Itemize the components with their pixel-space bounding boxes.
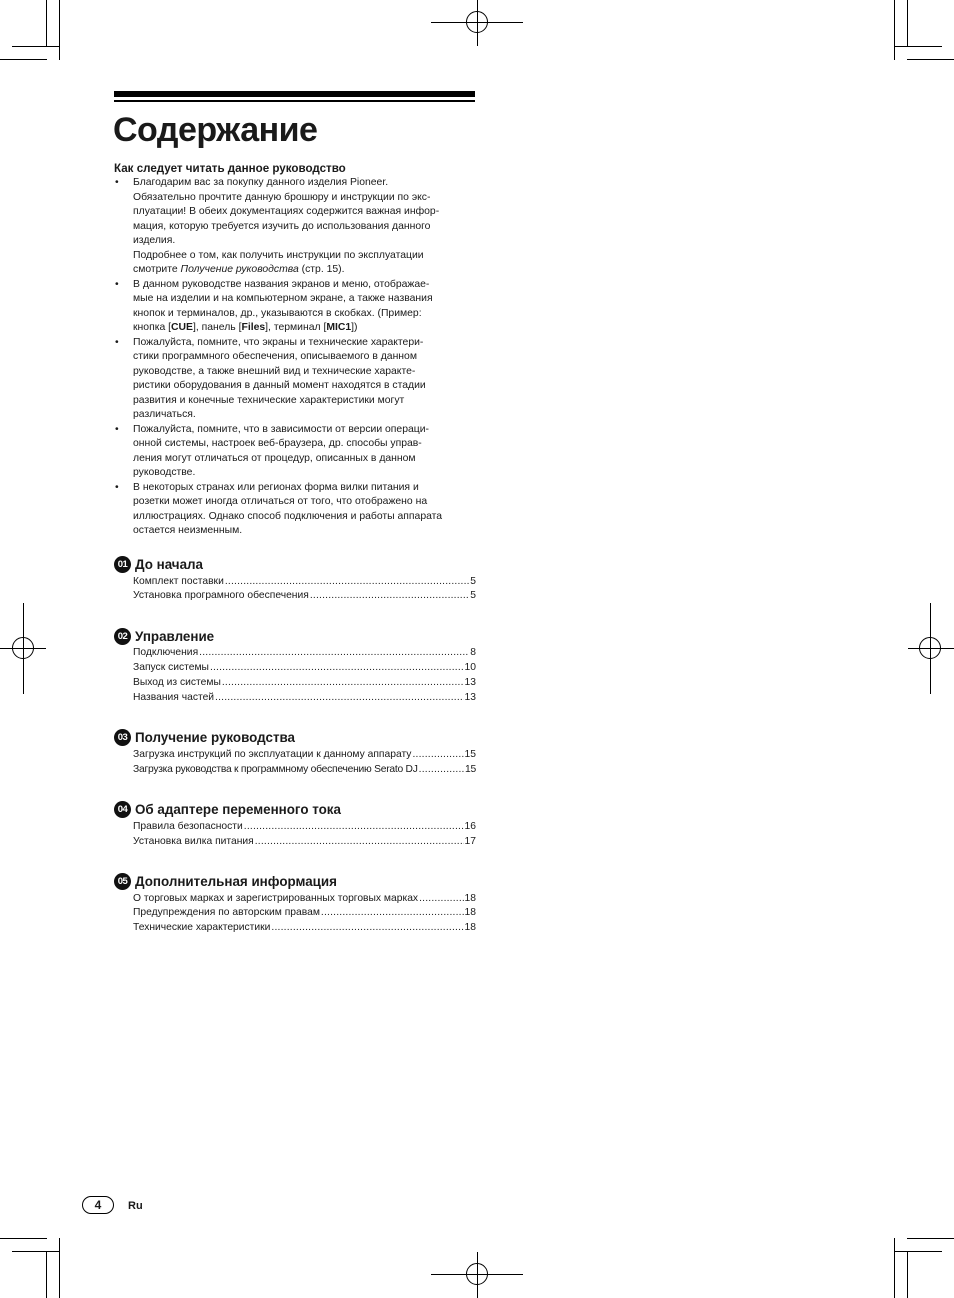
toc-section-title: Получение руководства: [135, 730, 295, 746]
section-number-badge: 03: [114, 729, 131, 746]
toc-section-title: Дополнительная информация: [135, 874, 337, 890]
text-run: ], панель [: [192, 322, 242, 333]
toc-entry[interactable]: [114, 906, 476, 921]
text-run: смотрите: [133, 264, 181, 275]
toc-leader-dots: [199, 646, 469, 661]
bullet-item: [114, 176, 476, 278]
bullet-line: мация, которую требуется изучить до использования данного: [133, 220, 431, 232]
button-name-cue: CUE: [171, 322, 193, 333]
bullet-line: • Пожалуйста, помните, что экраны и технические характери-: [133, 336, 424, 348]
bullet-line: • Благодарим вас за покупку данного изделия Pioneer.: [133, 177, 389, 188]
cross-reference-link[interactable]: Получение руководства: [180, 264, 299, 275]
section-number-badge: 02: [114, 628, 131, 645]
toc-entry-label: Выход из системы: [133, 677, 221, 689]
toc-section-heading[interactable]: [114, 800, 476, 820]
bullet-line: различаться.: [133, 409, 196, 420]
toc-section-heading[interactable]: [114, 555, 476, 575]
toc-section-03: [114, 728, 476, 778]
toc-entry-page: 16: [464, 820, 476, 832]
toc-leader-dots: [419, 763, 464, 778]
toc-entry-label: Установка вилка питания: [133, 835, 254, 847]
toc-entry-label: Запуск системы: [133, 662, 209, 674]
toc-entry-page: 13: [464, 677, 476, 689]
toc-entry[interactable]: [114, 748, 476, 763]
bullet-line: онной системы, настроек веб-браузера, др. способы управ-: [133, 438, 422, 449]
toc-entry[interactable]: [114, 892, 476, 907]
section-number-badge: 05: [114, 873, 131, 890]
toc-entry-page: 15: [464, 748, 476, 760]
text-run: кнопка [: [133, 322, 172, 333]
text-run: ]): [351, 322, 358, 333]
toc-leader-dots: [255, 835, 464, 850]
intro-heading: Как следует читать данное руководство: [114, 162, 346, 175]
title-rule-thin: [114, 100, 475, 102]
toc-leader-dots: [215, 691, 463, 706]
panel-name-files: Files: [241, 322, 266, 333]
bullet-item: [114, 336, 476, 423]
toc-leader-dots: [225, 575, 469, 590]
bullet-line: плуатации! В обеих документациях содержится важная инфор-: [133, 206, 440, 217]
toc-leader-dots: [310, 589, 469, 604]
toc-entry[interactable]: [114, 646, 476, 661]
bullet-line: руководстве, а также внешний вид и технические характе-: [133, 365, 416, 377]
bullet-line: Обязательно прочтите данную брошюру и инструкции по экс-: [133, 191, 431, 203]
toc-entry-label: Предупреждения по авторским правам: [133, 907, 320, 919]
toc-entry-label: Загрузка руководства к программному обеспечению Serato DJ: [133, 763, 418, 775]
toc-section-02: [114, 626, 476, 706]
toc-leader-dots: [271, 921, 463, 936]
toc-leader-dots: [222, 676, 464, 691]
bullet-line: иллюстрациях. Однако способ подключения и работы аппарата: [133, 510, 443, 522]
toc-leader-dots: [321, 906, 464, 921]
toc-entry[interactable]: [114, 676, 476, 691]
toc-entry-page: 5: [470, 575, 476, 587]
toc-entry[interactable]: [114, 820, 476, 835]
toc-leader-dots: [412, 748, 463, 763]
intro-bullet-list: [114, 176, 476, 539]
bullet-line: Подробнее о том, как получить инструкции по эксплуатации: [133, 249, 424, 261]
toc-section-title: Об адаптере переменного тока: [135, 802, 341, 818]
bullet-item: [114, 481, 476, 539]
toc-entry[interactable]: [114, 691, 476, 706]
toc-entry-page: 5: [470, 590, 476, 602]
toc-section-title: До начала: [135, 557, 203, 572]
toc-leader-dots: [210, 661, 464, 676]
toc-section-heading[interactable]: [114, 872, 476, 892]
toc-entry-page: 18: [464, 922, 476, 934]
bullet-item: [114, 278, 476, 336]
toc-entry-label: Технические характеристики: [133, 922, 271, 934]
bullet-line: [133, 321, 476, 336]
bullet-line: изделия.: [133, 235, 176, 246]
title-rule-thick: [114, 91, 475, 97]
bullet-line: кнопок и терминалов, др., указываются в скобках. (Пример:: [133, 307, 422, 319]
page-number-badge: 4: [82, 1196, 114, 1214]
toc-entry-label: Правила безопасности: [133, 820, 243, 832]
toc-entry-page: 13: [464, 692, 476, 704]
toc-entry-page: 8: [470, 647, 476, 659]
bullet-line: развития и конечные технические характеристики могут: [133, 394, 405, 406]
bullet-line: ристики оборудования в данный момент находятся в стадии: [133, 380, 426, 391]
bullet-line: мые на изделии и на компьютерном экране, а также названия: [133, 293, 433, 304]
toc-entry-page: 15: [465, 763, 476, 775]
toc-entry-label: Подключения: [133, 647, 199, 659]
toc-entry-label: Установка програмного обеспечения: [133, 590, 309, 602]
toc-entry-page: 18: [464, 892, 476, 904]
toc-entry-page: 18: [464, 907, 476, 919]
toc-entry[interactable]: [114, 835, 476, 850]
toc-entry[interactable]: [114, 575, 476, 590]
language-code: Ru: [128, 1200, 143, 1212]
toc-entry-label: О торговых марках и зарегистрированных торговых марках: [133, 892, 419, 904]
toc-entry[interactable]: [114, 589, 476, 604]
section-number-badge: 01: [114, 556, 131, 573]
page-title: Содержание: [113, 111, 318, 149]
toc-section-title: Управление: [135, 628, 215, 644]
toc-leader-dots: [419, 892, 463, 907]
toc-section-heading[interactable]: [114, 626, 476, 646]
section-number-badge: 04: [114, 801, 131, 818]
toc-entry-page: 17: [464, 835, 476, 847]
bullet-line: ления могут отличаться от процедур, описанных в данном: [133, 452, 416, 464]
toc-entry[interactable]: [114, 921, 476, 936]
content-column: [114, 160, 476, 936]
bullet-line: • В данном руководстве названия экранов и меню, отображае-: [133, 278, 430, 290]
text-run: (стр. 15).: [298, 264, 345, 275]
toc-entry-label: Загрузка инструкций по эксплуатации к данному аппарату: [133, 748, 412, 760]
bullet-item: [114, 423, 476, 481]
toc-section-05: [114, 872, 476, 937]
terminal-name-mic1: MIC1: [326, 322, 352, 333]
bullet-line: стики программного обеспечения, описываемого в данном: [133, 351, 417, 362]
toc-entry[interactable]: [114, 661, 476, 676]
bullet-line: розетки может иногда отличаться от того, что отображено на: [133, 496, 428, 507]
bullet-line: • В некоторых странах или регионах форма вилки питания и: [133, 481, 419, 493]
toc-section-heading[interactable]: [114, 728, 476, 748]
bullet-line: [133, 263, 476, 278]
toc-entry[interactable]: [114, 763, 476, 778]
toc-entry-page: 10: [464, 662, 476, 674]
toc-section-01: [114, 555, 476, 605]
text-run: ], терминал [: [265, 322, 327, 333]
toc-entry-label: Названия частей: [133, 692, 215, 704]
bullet-line: • Пожалуйста, помните, что в зависимости от версии операци-: [133, 423, 429, 435]
toc-leader-dots: [244, 820, 464, 835]
toc-section-04: [114, 800, 476, 850]
toc-entry-label: Комплект поставки: [133, 575, 224, 587]
bullet-line: руководстве.: [133, 467, 196, 478]
bullet-line: остается неизменным.: [133, 525, 243, 536]
